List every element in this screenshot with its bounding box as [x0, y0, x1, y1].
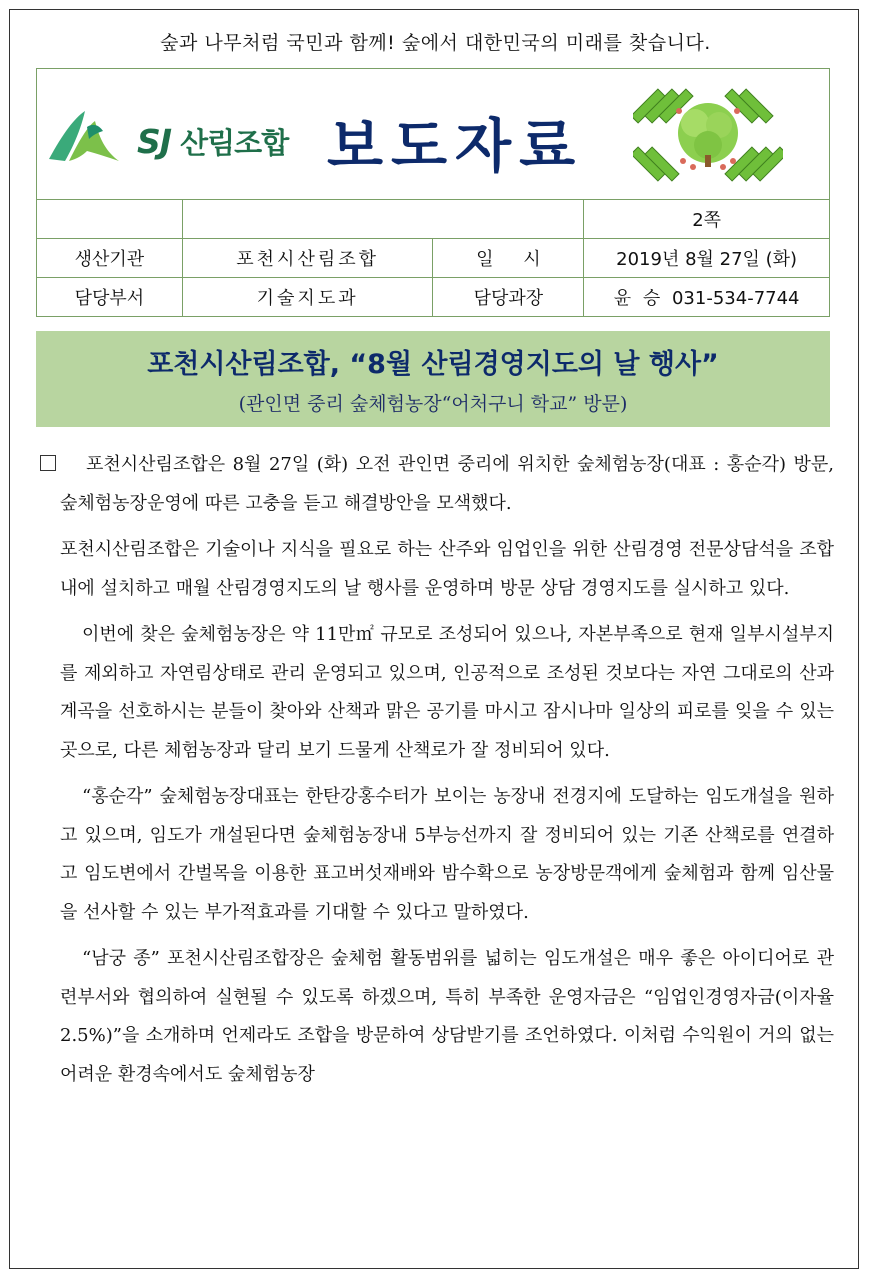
sj-logo-icon [47, 107, 137, 167]
paragraph-1 [40, 446, 834, 523]
label-producer: 생산기관 [37, 239, 183, 278]
info-dept: 기술지도과 [182, 278, 433, 317]
paragraph-5: “남궁 종” 포천시산림조합장은 숲체험 활동범위를 넓히는 임도개설은 매우 좋은 아이디어로 관련부서와 협의하여 실현될 수 있도록 하겠으며, 특히 부족한 운영자금은 “임업인경영자금(이자율 2.5%)”을 소개하며 언제라도 조합을 방문하여 상담받기를 조언하였다. 이처럼 수익원이 거의 없는 어려운 환경속에서도 숲체험농장 [60, 948, 834, 1085]
forest-emblem-icon [633, 75, 783, 195]
logo-sj: SJ [137, 122, 172, 161]
label-dept: 담당부서 [37, 278, 183, 317]
page-title: 보도자료 [327, 112, 584, 180]
info-manager: 윤 승 031-534-7744 [584, 278, 830, 317]
logo [47, 107, 317, 167]
info-producer: 포천시산림조합 [182, 239, 433, 278]
label-manager: 담당과장 [433, 278, 584, 317]
headline-subtitle: (관인면 중리 숲체험농장“어처구니 학교” 방문) [238, 393, 628, 415]
headline-banner [36, 331, 830, 427]
checkbox-bullet-icon [40, 455, 56, 471]
info-date: 2019년 8월 27일 (화) [584, 239, 830, 278]
slogan: 숲과 나무처럼 국민과 함께! 숲에서 대한민국의 미래를 찾습니다. [160, 32, 711, 54]
info-row-dept [37, 278, 830, 317]
logo-brand-name: 산림조합 [180, 126, 289, 160]
headline-title: 포천시산림조합, “8월 산림경영지도의 날 행사” [147, 349, 719, 380]
info-table [36, 199, 830, 317]
info-cell-empty-1 [37, 200, 183, 239]
info-row-producer [37, 239, 830, 278]
info-page: 2쪽 [584, 200, 830, 239]
paragraph-2: 포천시산림조합은 기술이나 지식을 필요로 하는 산주와 임업인을 위한 산림경영 전문상담석을 조합내에 설치하고 매월 산림경영지도의 날 행사를 운영하며 방문 상담 경영지도를 실시하고 있다. [60, 539, 834, 599]
paragraph-4: “홍순각” 숲체험농장대표는 한탄강홍수터가 보이는 농장내 전경지에 도달하는 임도개설을 원하고 있으며, 임도가 개설된다면 숲체험농장내 5부능선까지 잘 정비되어 있는 기존 산책로를 연결하고 임도변에서 간벌목을 이용한 표고버섯재배와 밤수확으로 농장방문객에게 숲체험과 함께 임산물을 선사할 수 있는 부가적효과를 기대할 수 있다고 말하였다. [60, 786, 834, 923]
paragraph-3: 이번에 찾은 숲체험농장은 약 11만㎡ 규모로 조성되어 있으나, 자본부족으로 현재 일부시설부지를 제외하고 자연림상태로 관리 운영되고 있으며, 인공적으로 조성된 것보다는 자연 그대로의 산과 계곡을 선호하시는 분들이 찾아와 산책과 맑은 공기를 마시고 잠시나마 일상의 피로를 잊을 수 있는 곳으로, 다른 체험농장과 달리 보기 드물게 산책로가 잘 정비되어 있다. [60, 624, 834, 761]
article-body [40, 446, 834, 1102]
label-date: 일 시 [433, 239, 584, 278]
logo-text [137, 121, 288, 162]
info-row-page [37, 200, 830, 239]
paragraph-1-text: 포천시산림조합은 8월 27일 (화) 오전 관인면 중리에 위치한 숲체험농장(대표 : 홍순각) 방문, 숲체험농장운영에 따른 고충을 듣고 해결방안을 모색했다. [60, 454, 834, 514]
header-box [36, 68, 830, 200]
info-cell-empty-2 [182, 200, 583, 239]
